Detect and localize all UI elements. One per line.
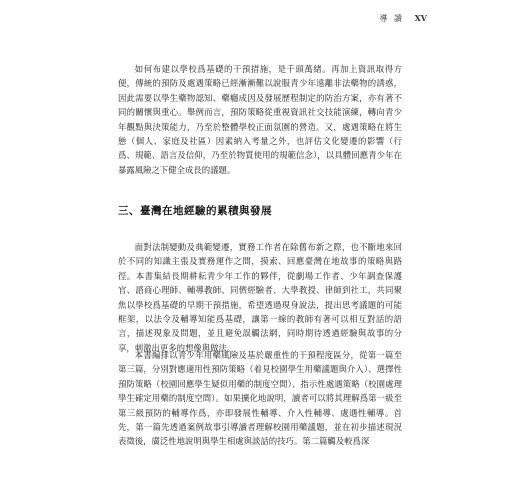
running-header-title: 導 讀 [379,14,405,23]
paragraph-block-3 [118,348,402,449]
running-header [379,13,427,24]
paragraph: 本書編排以青少年用藥風險及基於嚴重性的干預程度區分，從第一篇至第三篇，分別對應適用性預防策略（着見校園學生用藥議題與介入）、選擇性預防策略（校園回應學生疑似用藥的制度空間）、指示性處遇策略（校園處理學生確定用藥的制度空間）。如果擴化地說明，讀者可以將其理解爲第一級至第三級預防的輔導作爲，亦即發展性輔導、介入性輔導、處遇性輔導。首先，第一篇先透過案例故事引導讀者理解校園用藥議題，並在初步描述現況表徵後，廣泛性地說明與學生相處與談話的技巧。第二篇觸及較爲深 [118,350,402,447]
paragraph-block-1 [118,62,402,177]
paragraph: 面對法制變動及典範變遷，實務工作者在除舊布新之際，也不斷地來回於不同的知識主張及實務運作之間，摸索、回應臺灣在地故事的策略與路徑。本書集結長期耕耘青少年工作的夥伴，從劇場工作者、少年調查保護官、諮商心理師、輔導教師、同儕經驗者、大學教授、律師到社工，共同聚焦以學校爲基礎的早期干預措施，希望透過現身說法，提出思考議題的可能框架，以法令及輔導知能爲基礎，讓第一線的教師有著可以相互對話的語言，描述現象及問題，並且避免誤觸法網，同時期待透過經驗與故事的分享，刺激出更多的想像與做法。 [118,242,402,353]
page-number: XV [414,13,427,23]
paragraph: 如何布建以學校爲基礎的干預措施，是千頭萬緒。再加上資訊取得方便，傳統的預防及處遇策略已經漸漸難以說服青少年遠離非法藥物的誘惑，因此需要以學生藥物認知、藥癮成因及發展歷程制定的防治方案，亦有著不同的關懷與重心。舉例而言，預防策略從重視資訊社交技能演練，轉向青少年觀點與決策能力，乃至於整體學校正面氛圍的營造。又，處遇策略在將生態（個人、家庭及社區）因素納入考量之外，也評估文化變遷的影響（行爲、規範、語言及信仰，乃至於物質使用的規範信念），以具體回應青少年在暴露風險之下健全成長的議題。 [118,64,402,175]
section-heading: 三、臺灣在地經驗的累積與發展 [118,205,272,217]
paragraph-block-2 [118,240,402,355]
